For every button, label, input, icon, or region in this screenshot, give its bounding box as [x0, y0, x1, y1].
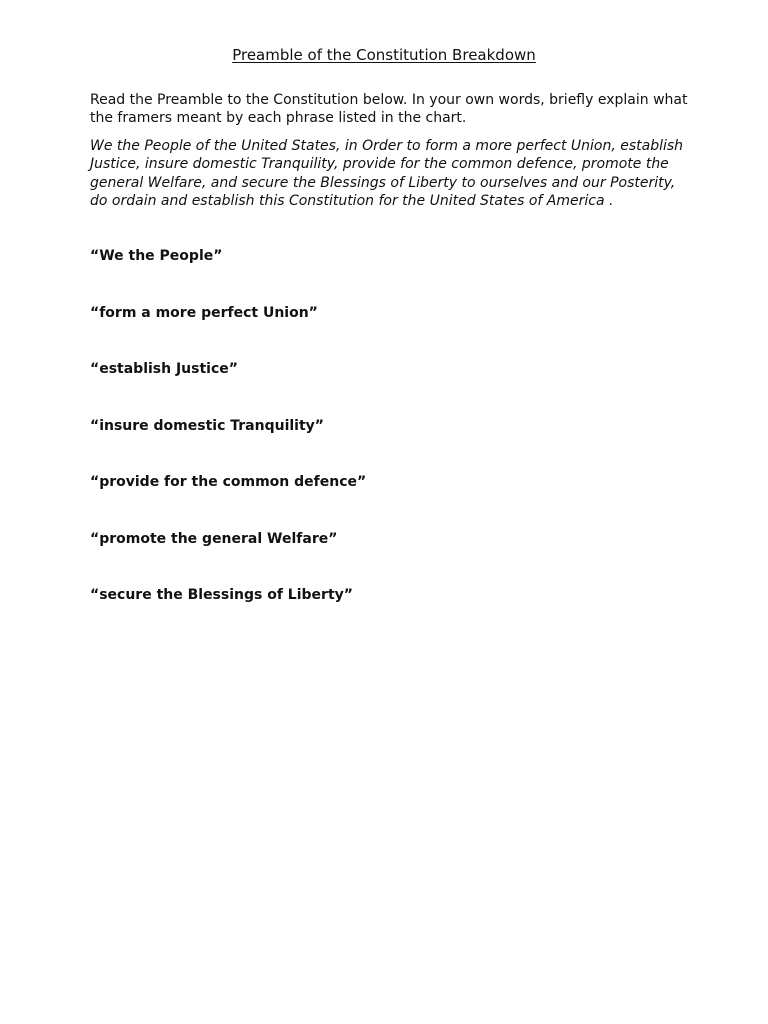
- phrase-domestic-tranquility: “insure domestic Tranquility”: [90, 417, 324, 434]
- phrase-we-the-people: “We the People”: [90, 248, 223, 264]
- phrase-establish-justice: “establish Justice”: [90, 361, 238, 377]
- instructions-text: Read the Preamble to the Constitution below. In your own words, briefly explain what the framers meant by each phrase listed in the chart.: [90, 92, 688, 126]
- phrase-list: [90, 246, 690, 642]
- phrase-common-defence: “provide for the common defence”: [90, 474, 367, 490]
- phrase-general-welfare: “promote the general Welfare”: [90, 530, 338, 547]
- page-title: Preamble of the Constitution Breakdown: [232, 46, 536, 64]
- preamble-text: We the People of the United States, in Order to form a more perfect Union, establish Justice, insure domestic Tranquility, provide for the common defence, promote the general Welfare, and secure the Blessings of Liberty to ourselves and our Posterity, do ordain and establish this Constitution for the United States of America .: [90, 138, 684, 209]
- phrase-blessings-of-liberty: “secure the Blessings of Liberty”: [90, 587, 353, 603]
- phrase-more-perfect-union: “form a more perfect Union”: [90, 304, 318, 321]
